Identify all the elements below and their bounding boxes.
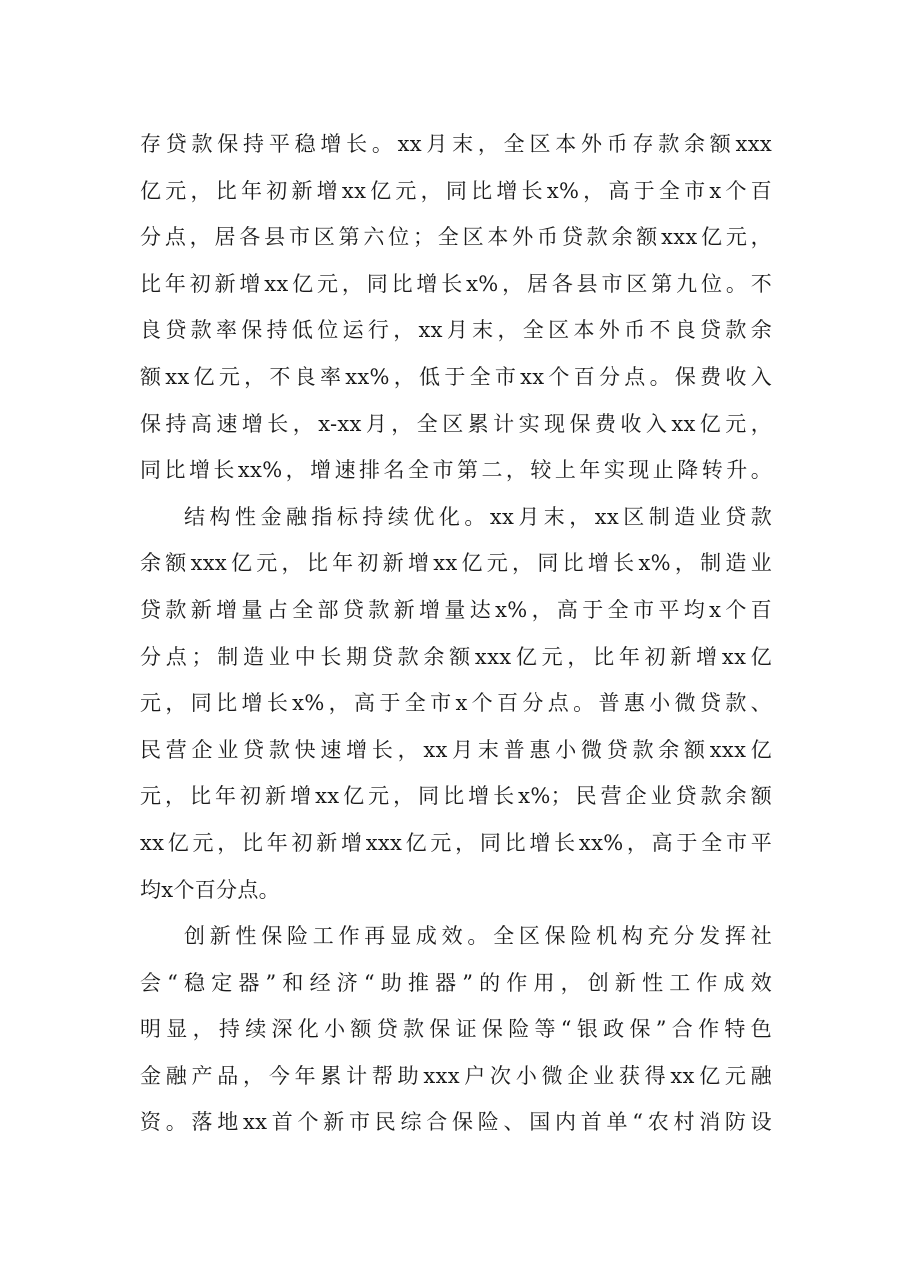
text-line: 亿元，比年初新增xx亿元，同比增长x%，高于全市x个百 — [140, 178, 772, 203]
text-line: 金融产品，今年累计帮助xxx户次小微企业获得xx亿元融 — [140, 1063, 772, 1088]
text-line: 贷款新增量占全部贷款新增量达x%，高于全市平均x个百 — [140, 597, 772, 622]
text-line: 分点；制造业中长期贷款余额xxx亿元，比年初新增xx亿 — [140, 644, 772, 669]
paragraph-first-line: 结构性金融指标持续优化。xx月末，xx区制造业贷款 — [184, 504, 772, 529]
document-body — [140, 121, 772, 1146]
text-line: 同比增长xx%，增速排名全市第二，较上年实现止降转升。 — [140, 458, 772, 483]
text-line: 元，比年初新增xx亿元，同比增长x%；民营企业贷款余额 — [140, 784, 772, 809]
text-line: 资。落地xx首个新市民综合保险、国内首单“农村消防设 — [140, 1110, 772, 1135]
text-line: 保持高速增长，x-xx月，全区累计实现保费收入xx亿元， — [140, 411, 772, 436]
text-line: 比年初新增xx亿元，同比增长x%，居各县市区第九位。不 — [140, 271, 772, 296]
text-line: 良贷款率保持低位运行，xx月末，全区本外币不良贷款余 — [140, 318, 772, 343]
text-line: 额xx亿元，不良率xx%，低于全市xx个百分点。保费收入 — [140, 364, 772, 389]
text-line: 民营企业贷款快速增长，xx月末普惠小微贷款余额xxx亿 — [140, 737, 772, 762]
text-line: 余额xxx亿元，比年初新增xx亿元，同比增长x%，制造业 — [140, 551, 772, 576]
paragraph-first-line: 创新性保险工作再显成效。全区保险机构充分发挥社 — [184, 924, 772, 949]
text-line: 元，同比增长x%，高于全市x个百分点。普惠小微贷款、 — [140, 691, 772, 716]
text-line: 明显，持续深化小额贷款保证保险等“银政保”合作特色 — [140, 1017, 772, 1042]
text-line: 存贷款保持平稳增长。xx月末，全区本外币存款余额xxx — [140, 132, 772, 156]
text-line: 会“稳定器”和经济“助推器”的作用，创新性工作成效 — [140, 970, 772, 995]
text-line: xx亿元，比年初新增xxx亿元，同比增长xx%，高于全市平 — [140, 830, 772, 855]
paragraph-last-line: 均x个百分点。 — [140, 877, 280, 902]
text-line: 分点，居各县市区第六位；全区本外币贷款余额xxx亿元， — [140, 225, 772, 250]
